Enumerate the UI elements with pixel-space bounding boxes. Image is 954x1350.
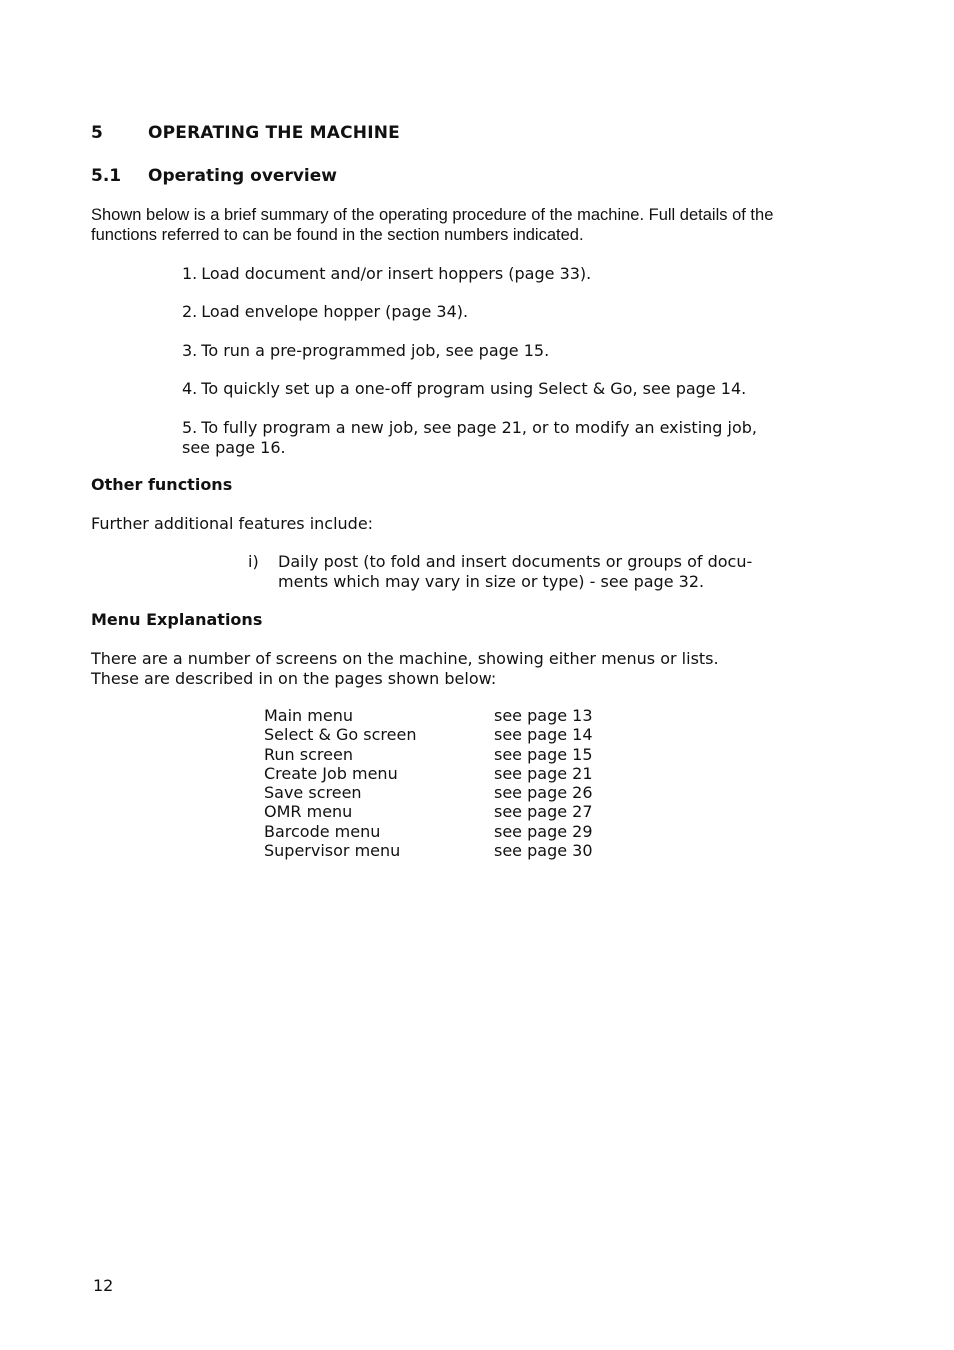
menu-name: Main menu — [264, 706, 353, 725]
intro-paragraph: Shown below is a brief summary of the operating procedure of the machine. Full details of the functions referred to can be found in the section numbers indicated. — [91, 206, 774, 244]
menu-name: Run screen — [264, 744, 353, 764]
menu-name: OMR menu — [264, 802, 353, 822]
step-number: 4. — [182, 379, 198, 398]
other-functions-intro: Further additional features include: — [91, 514, 374, 533]
menu-row — [264, 841, 593, 860]
menu-name: Create Job menu — [264, 763, 398, 783]
feature-number: i) — [248, 552, 259, 571]
menu-name: Supervisor menu — [264, 841, 401, 861]
menu-row — [264, 783, 593, 802]
section-heading — [91, 123, 400, 143]
step-number: 3. — [182, 341, 198, 360]
step-number: 1. — [182, 264, 198, 283]
menu-row — [264, 764, 593, 783]
step-text: Load envelope hopper (page 34). — [201, 302, 469, 321]
step-text: To quickly set up a one-off program using Select & Go, see page 14. — [201, 379, 747, 398]
step-text: To run a pre-programmed job, see page 15. — [201, 341, 550, 360]
section-number: 5 — [91, 123, 104, 143]
page-number: 12 — [93, 1276, 114, 1295]
menu-row — [264, 706, 593, 725]
menu-explanations-intro: There are a number of screens on the machine, showing either menus or lists. These are described in on the pages shown below: — [91, 649, 719, 688]
menu-page-ref: see page 30 — [494, 841, 593, 861]
step-item — [182, 341, 782, 361]
step-number: 5. — [182, 418, 198, 437]
section-title: OPERATING THE MACHINE — [148, 123, 400, 143]
menu-page-ref: see page 15 — [494, 744, 593, 764]
subsection-number: 5.1 — [91, 166, 122, 186]
menu-page-ref: see page 13 — [494, 706, 593, 725]
menu-name: Barcode menu — [264, 821, 381, 841]
feature-item — [248, 552, 778, 591]
menu-page-ref: see page 29 — [494, 821, 593, 841]
other-functions-heading: Other functions — [91, 475, 233, 494]
menu-name: Select & Go screen — [264, 725, 417, 745]
subsection-title: Operating overview — [148, 166, 337, 186]
menu-name: Save screen — [264, 783, 362, 803]
subsection-heading — [91, 166, 337, 186]
menu-explanations-heading: Menu Explanations — [91, 610, 263, 629]
menu-page-ref: see page 14 — [494, 725, 593, 745]
step-item — [182, 379, 782, 399]
menu-row — [264, 745, 593, 764]
menu-row — [264, 822, 593, 841]
menu-page-ref: see page 27 — [494, 802, 593, 822]
feature-text: Daily post (to fold and insert documents or groups of docu-ments which may vary in size or type) - see page 32. — [278, 552, 753, 591]
menu-row — [264, 802, 593, 821]
menu-page-ref: see page 21 — [494, 763, 593, 783]
step-item — [182, 264, 782, 284]
step-item — [182, 302, 782, 322]
menu-page-table — [264, 706, 593, 860]
menu-page-ref: see page 26 — [494, 783, 593, 803]
step-text: To fully program a new job, see page 21, or to modify an existing job, see page 16. — [182, 418, 757, 457]
step-item — [182, 418, 782, 457]
menu-row — [264, 725, 593, 744]
step-number: 2. — [182, 302, 198, 321]
step-text: Load document and/or insert hoppers (page 33). — [201, 264, 592, 283]
